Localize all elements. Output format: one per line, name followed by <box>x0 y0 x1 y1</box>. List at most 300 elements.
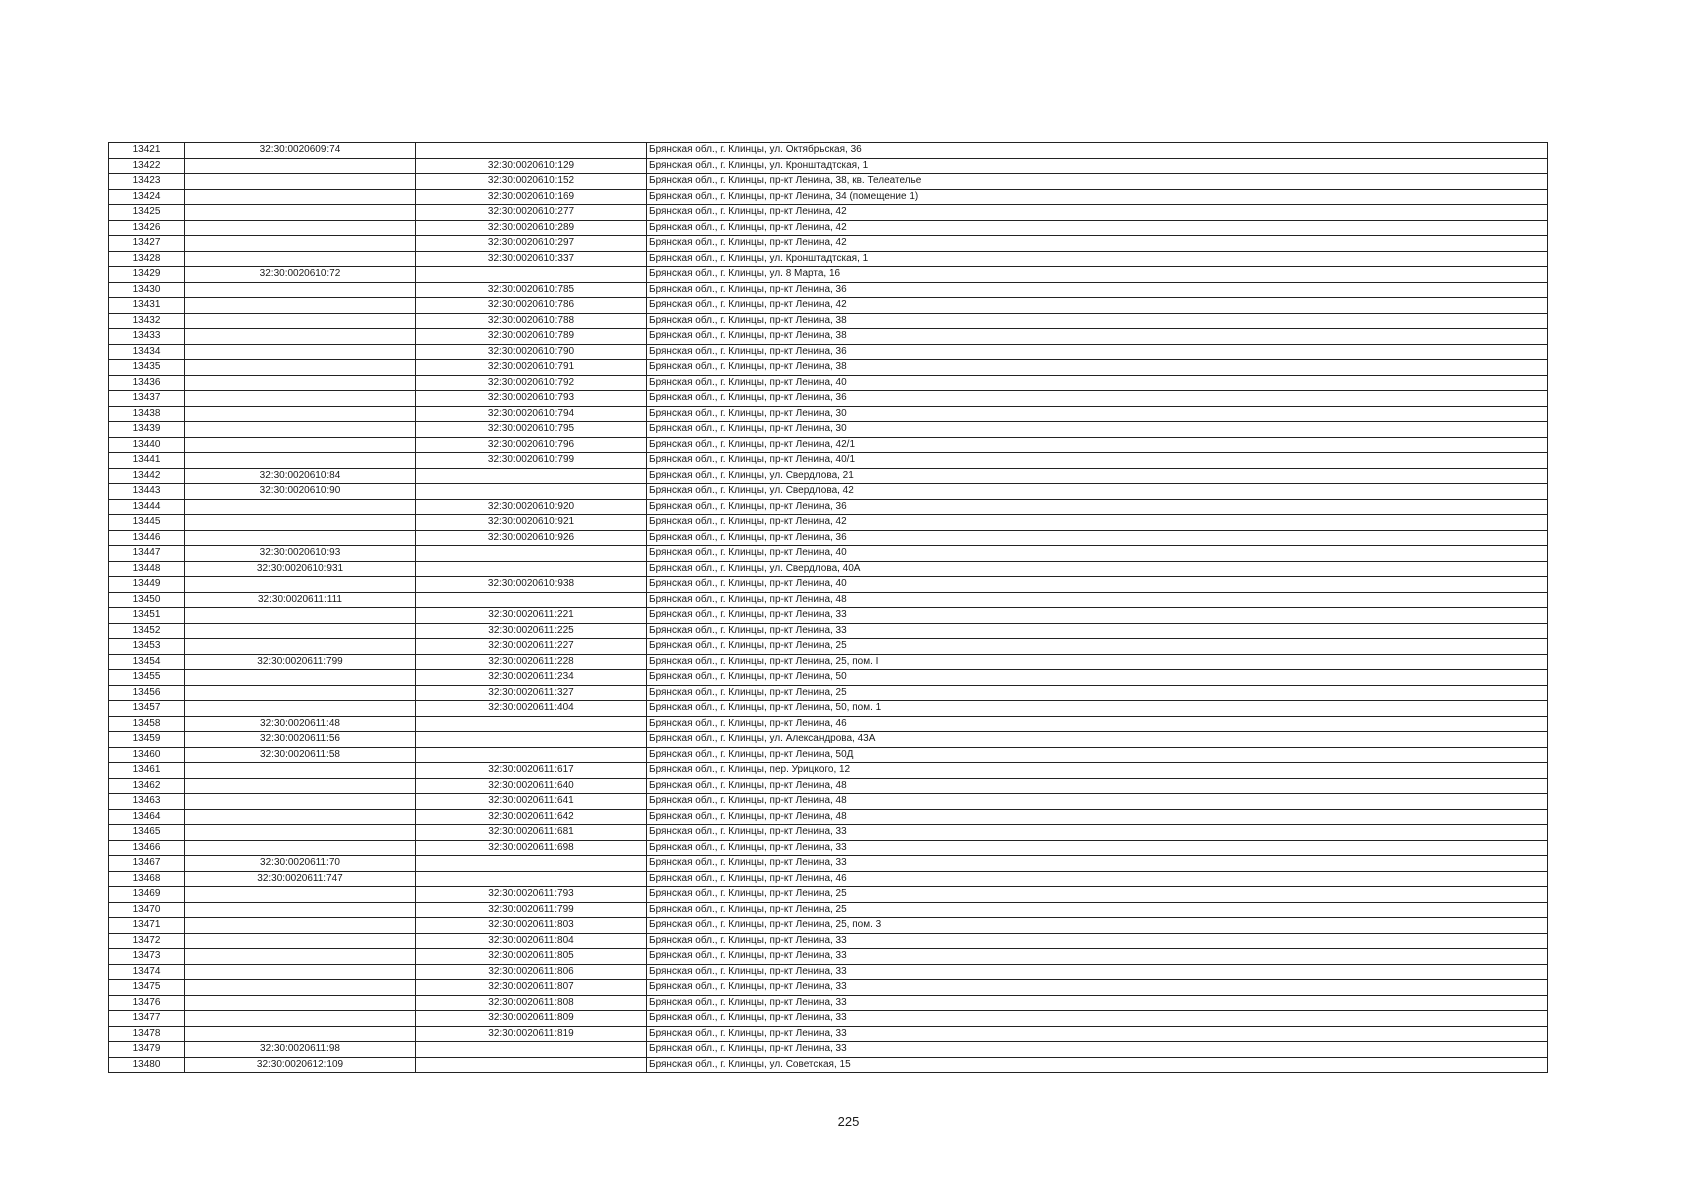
cell-parcel-cadastral-number <box>185 577 416 593</box>
cell-parcel-cadastral-number: 32:30:0020610:93 <box>185 546 416 562</box>
cell-address: Брянская обл., г. Клинцы, пр-кт Ленина, 33 <box>647 840 1548 856</box>
cell-record-number: 13461 <box>109 763 185 779</box>
cell-address: Брянская обл., г. Клинцы, пр-кт Ленина, 48 <box>647 809 1548 825</box>
cell-parcel-cadastral-number <box>185 701 416 717</box>
cell-object-cadastral-number: 32:30:0020611:809 <box>416 1011 647 1027</box>
cell-address: Брянская обл., г. Клинцы, пр-кт Ленина, 38 <box>647 360 1548 376</box>
table-row <box>109 778 1548 794</box>
cell-address: Брянская обл., г. Клинцы, пр-кт Ленина, 48 <box>647 592 1548 608</box>
cell-address: Брянская обл., г. Клинцы, пр-кт Ленина, 40 <box>647 577 1548 593</box>
cell-object-cadastral-number: 32:30:0020610:926 <box>416 530 647 546</box>
cell-address: Брянская обл., г. Клинцы, пр-кт Ленина, 50, пом. 1 <box>647 701 1548 717</box>
table-row <box>109 623 1548 639</box>
cell-parcel-cadastral-number <box>185 933 416 949</box>
cell-address: Брянская обл., г. Клинцы, пр-кт Ленина, 25, пом. I <box>647 654 1548 670</box>
cell-object-cadastral-number: 32:30:0020610:921 <box>416 515 647 531</box>
cell-object-cadastral-number: 32:30:0020610:297 <box>416 236 647 252</box>
table-row <box>109 236 1548 252</box>
cell-address: Брянская обл., г. Клинцы, пр-кт Ленина, 33 <box>647 608 1548 624</box>
table-row <box>109 360 1548 376</box>
cell-record-number: 13455 <box>109 670 185 686</box>
table-row <box>109 825 1548 841</box>
cell-object-cadastral-number <box>416 592 647 608</box>
cell-object-cadastral-number: 32:30:0020611:799 <box>416 902 647 918</box>
cell-parcel-cadastral-number <box>185 778 416 794</box>
cell-address: Брянская обл., г. Клинцы, пр-кт Ленина, 38 <box>647 313 1548 329</box>
cell-parcel-cadastral-number <box>185 391 416 407</box>
cell-record-number: 13430 <box>109 282 185 298</box>
table-row <box>109 220 1548 236</box>
cell-record-number: 13466 <box>109 840 185 856</box>
cell-parcel-cadastral-number <box>185 205 416 221</box>
cell-parcel-cadastral-number: 32:30:0020611:56 <box>185 732 416 748</box>
table-row <box>109 670 1548 686</box>
cell-object-cadastral-number: 32:30:0020610:795 <box>416 422 647 438</box>
cell-parcel-cadastral-number: 32:30:0020611:70 <box>185 856 416 872</box>
cell-record-number: 13439 <box>109 422 185 438</box>
cell-parcel-cadastral-number <box>185 964 416 980</box>
table-row <box>109 189 1548 205</box>
cell-address: Брянская обл., г. Клинцы, пр-кт Ленина, 25 <box>647 887 1548 903</box>
table-row <box>109 174 1548 190</box>
cell-object-cadastral-number: 32:30:0020610:337 <box>416 251 647 267</box>
table-row <box>109 546 1548 562</box>
cell-record-number: 13429 <box>109 267 185 283</box>
cell-parcel-cadastral-number: 32:30:0020610:931 <box>185 561 416 577</box>
table-row <box>109 1042 1548 1058</box>
cell-record-number: 13477 <box>109 1011 185 1027</box>
cell-record-number: 13437 <box>109 391 185 407</box>
cell-address: Брянская обл., г. Клинцы, пр-кт Ленина, 33 <box>647 933 1548 949</box>
cell-address: Брянская обл., г. Клинцы, пр-кт Ленина, 42 <box>647 205 1548 221</box>
cell-parcel-cadastral-number <box>185 220 416 236</box>
cell-record-number: 13443 <box>109 484 185 500</box>
cell-object-cadastral-number <box>416 484 647 500</box>
cell-record-number: 13479 <box>109 1042 185 1058</box>
cell-parcel-cadastral-number: 32:30:0020610:84 <box>185 468 416 484</box>
table-row <box>109 375 1548 391</box>
cell-address: Брянская обл., г. Клинцы, пр-кт Ленина, 33 <box>647 856 1548 872</box>
cell-record-number: 13460 <box>109 747 185 763</box>
cell-record-number: 13426 <box>109 220 185 236</box>
cell-address: Брянская обл., г. Клинцы, пр-кт Ленина, 48 <box>647 794 1548 810</box>
table-row <box>109 530 1548 546</box>
cell-object-cadastral-number <box>416 143 647 159</box>
cell-object-cadastral-number: 32:30:0020610:938 <box>416 577 647 593</box>
cell-record-number: 13467 <box>109 856 185 872</box>
cell-address: Брянская обл., г. Клинцы, пр-кт Ленина, 38, кв. Телеателье <box>647 174 1548 190</box>
table-row <box>109 685 1548 701</box>
cell-address: Брянская обл., г. Клинцы, пр-кт Ленина, 42 <box>647 220 1548 236</box>
table-row <box>109 809 1548 825</box>
cell-record-number: 13445 <box>109 515 185 531</box>
cell-object-cadastral-number <box>416 561 647 577</box>
table-row <box>109 515 1548 531</box>
cell-object-cadastral-number: 32:30:0020610:786 <box>416 298 647 314</box>
cell-address: Брянская обл., г. Клинцы, пр-кт Ленина, 30 <box>647 406 1548 422</box>
cell-object-cadastral-number: 32:30:0020611:806 <box>416 964 647 980</box>
cell-record-number: 13452 <box>109 623 185 639</box>
cell-record-number: 13448 <box>109 561 185 577</box>
table-row <box>109 453 1548 469</box>
cell-record-number: 13432 <box>109 313 185 329</box>
cell-object-cadastral-number: 32:30:0020611:805 <box>416 949 647 965</box>
cell-object-cadastral-number <box>416 546 647 562</box>
table-row <box>109 437 1548 453</box>
table-row <box>109 468 1548 484</box>
cell-record-number: 13480 <box>109 1057 185 1073</box>
cell-parcel-cadastral-number <box>185 422 416 438</box>
table-row <box>109 329 1548 345</box>
cell-address: Брянская обл., г. Клинцы, пр-кт Ленина, 36 <box>647 530 1548 546</box>
table-row <box>109 561 1548 577</box>
cell-object-cadastral-number <box>416 856 647 872</box>
cell-record-number: 13478 <box>109 1026 185 1042</box>
table-row <box>109 298 1548 314</box>
cell-record-number: 13475 <box>109 980 185 996</box>
cell-record-number: 13459 <box>109 732 185 748</box>
cell-address: Брянская обл., г. Клинцы, пр-кт Ленина, 33 <box>647 949 1548 965</box>
table-row <box>109 902 1548 918</box>
cell-parcel-cadastral-number <box>185 918 416 934</box>
cell-record-number: 13464 <box>109 809 185 825</box>
table-row <box>109 856 1548 872</box>
cell-address: Брянская обл., г. Клинцы, пер. Урицкого, 12 <box>647 763 1548 779</box>
cell-address: Брянская обл., г. Клинцы, пр-кт Ленина, 40/1 <box>647 453 1548 469</box>
cell-record-number: 13462 <box>109 778 185 794</box>
cell-object-cadastral-number <box>416 1042 647 1058</box>
cell-address: Брянская обл., г. Клинцы, пр-кт Ленина, 33 <box>647 825 1548 841</box>
cell-object-cadastral-number: 32:30:0020611:804 <box>416 933 647 949</box>
cell-object-cadastral-number: 32:30:0020610:789 <box>416 329 647 345</box>
cell-parcel-cadastral-number <box>185 639 416 655</box>
cell-record-number: 13441 <box>109 453 185 469</box>
table-row <box>109 871 1548 887</box>
cell-address: Брянская обл., г. Клинцы, пр-кт Ленина, 36 <box>647 344 1548 360</box>
table-row <box>109 406 1548 422</box>
table-row <box>109 918 1548 934</box>
table-row <box>109 205 1548 221</box>
cell-parcel-cadastral-number <box>185 174 416 190</box>
cell-object-cadastral-number: 32:30:0020610:790 <box>416 344 647 360</box>
cell-object-cadastral-number: 32:30:0020611:793 <box>416 887 647 903</box>
cell-object-cadastral-number: 32:30:0020610:169 <box>416 189 647 205</box>
table-row <box>109 995 1548 1011</box>
cell-object-cadastral-number: 32:30:0020611:681 <box>416 825 647 841</box>
cell-object-cadastral-number: 32:30:0020611:641 <box>416 794 647 810</box>
cell-object-cadastral-number: 32:30:0020611:327 <box>416 685 647 701</box>
cell-parcel-cadastral-number <box>185 670 416 686</box>
table-row <box>109 313 1548 329</box>
cell-parcel-cadastral-number: 32:30:0020611:747 <box>185 871 416 887</box>
cell-object-cadastral-number: 32:30:0020611:228 <box>416 654 647 670</box>
cell-record-number: 13468 <box>109 871 185 887</box>
cell-record-number: 13469 <box>109 887 185 903</box>
table-row <box>109 499 1548 515</box>
cell-record-number: 13442 <box>109 468 185 484</box>
cell-address: Брянская обл., г. Клинцы, пр-кт Ленина, 33 <box>647 980 1548 996</box>
cell-record-number: 13424 <box>109 189 185 205</box>
cell-address: Брянская обл., г. Клинцы, пр-кт Ленина, 50 <box>647 670 1548 686</box>
cell-address: Брянская обл., г. Клинцы, пр-кт Ленина, 33 <box>647 995 1548 1011</box>
cell-address: Брянская обл., г. Клинцы, пр-кт Ленина, 33 <box>647 964 1548 980</box>
cell-parcel-cadastral-number <box>185 251 416 267</box>
cell-address: Брянская обл., г. Клинцы, пр-кт Ленина, 42 <box>647 298 1548 314</box>
cell-object-cadastral-number: 32:30:0020611:617 <box>416 763 647 779</box>
cell-object-cadastral-number: 32:30:0020611:808 <box>416 995 647 1011</box>
cell-object-cadastral-number: 32:30:0020611:221 <box>416 608 647 624</box>
cell-parcel-cadastral-number <box>185 453 416 469</box>
table-row <box>109 158 1548 174</box>
cell-record-number: 13451 <box>109 608 185 624</box>
cell-object-cadastral-number: 32:30:0020610:785 <box>416 282 647 298</box>
cell-object-cadastral-number <box>416 468 647 484</box>
cell-parcel-cadastral-number: 32:30:0020611:58 <box>185 747 416 763</box>
cell-record-number: 13423 <box>109 174 185 190</box>
cell-parcel-cadastral-number <box>185 437 416 453</box>
cell-object-cadastral-number <box>416 1057 647 1073</box>
cell-address: Брянская обл., г. Клинцы, пр-кт Ленина, 33 <box>647 1042 1548 1058</box>
cell-parcel-cadastral-number <box>185 515 416 531</box>
cell-parcel-cadastral-number <box>185 995 416 1011</box>
cell-record-number: 13458 <box>109 716 185 732</box>
cell-record-number: 13435 <box>109 360 185 376</box>
registry-table-body <box>109 143 1548 1073</box>
table-row <box>109 933 1548 949</box>
table-row <box>109 143 1548 159</box>
cell-parcel-cadastral-number <box>185 902 416 918</box>
cell-address: Брянская обл., г. Клинцы, пр-кт Ленина, 48 <box>647 778 1548 794</box>
table-row <box>109 763 1548 779</box>
cell-address: Брянская обл., г. Клинцы, пр-кт Ленина, 36 <box>647 499 1548 515</box>
cell-record-number: 13457 <box>109 701 185 717</box>
cell-record-number: 13436 <box>109 375 185 391</box>
cell-object-cadastral-number: 32:30:0020610:792 <box>416 375 647 391</box>
cell-record-number: 13476 <box>109 995 185 1011</box>
cell-parcel-cadastral-number <box>185 158 416 174</box>
cell-address: Брянская обл., г. Клинцы, ул. Кронштадтская, 1 <box>647 158 1548 174</box>
cell-address: Брянская обл., г. Клинцы, ул. Октябрьская, 36 <box>647 143 1548 159</box>
cell-object-cadastral-number: 32:30:0020611:234 <box>416 670 647 686</box>
cell-parcel-cadastral-number <box>185 406 416 422</box>
cell-parcel-cadastral-number <box>185 236 416 252</box>
table-row <box>109 267 1548 283</box>
cell-parcel-cadastral-number <box>185 313 416 329</box>
cell-object-cadastral-number: 32:30:0020610:277 <box>416 205 647 221</box>
table-row <box>109 794 1548 810</box>
table-row <box>109 1011 1548 1027</box>
cell-record-number: 13434 <box>109 344 185 360</box>
cell-object-cadastral-number: 32:30:0020610:791 <box>416 360 647 376</box>
table-row <box>109 344 1548 360</box>
cell-record-number: 13433 <box>109 329 185 345</box>
cell-address: Брянская обл., г. Клинцы, пр-кт Ленина, 38 <box>647 329 1548 345</box>
table-row <box>109 1057 1548 1073</box>
cell-parcel-cadastral-number: 32:30:0020612:109 <box>185 1057 416 1073</box>
cell-record-number: 13447 <box>109 546 185 562</box>
cell-parcel-cadastral-number: 32:30:0020610:72 <box>185 267 416 283</box>
cell-address: Брянская обл., г. Клинцы, пр-кт Ленина, 42 <box>647 236 1548 252</box>
cell-address: Брянская обл., г. Клинцы, ул. Свердлова, 40А <box>647 561 1548 577</box>
table-row <box>109 422 1548 438</box>
cell-parcel-cadastral-number <box>185 794 416 810</box>
cell-record-number: 13470 <box>109 902 185 918</box>
cell-parcel-cadastral-number <box>185 763 416 779</box>
page-number: 225 <box>837 1114 860 1129</box>
cell-object-cadastral-number: 32:30:0020610:152 <box>416 174 647 190</box>
cell-parcel-cadastral-number <box>185 825 416 841</box>
cell-parcel-cadastral-number <box>185 375 416 391</box>
cell-address: Брянская обл., г. Клинцы, пр-кт Ленина, 36 <box>647 282 1548 298</box>
cell-address: Брянская обл., г. Клинцы, пр-кт Ленина, 33 <box>647 1026 1548 1042</box>
cell-parcel-cadastral-number: 32:30:0020611:48 <box>185 716 416 732</box>
cell-parcel-cadastral-number <box>185 685 416 701</box>
table-row <box>109 592 1548 608</box>
cell-object-cadastral-number: 32:30:0020610:793 <box>416 391 647 407</box>
cell-object-cadastral-number <box>416 871 647 887</box>
table-row <box>109 639 1548 655</box>
cell-record-number: 13421 <box>109 143 185 159</box>
cell-parcel-cadastral-number <box>185 360 416 376</box>
cell-object-cadastral-number <box>416 267 647 283</box>
cell-record-number: 13449 <box>109 577 185 593</box>
cell-parcel-cadastral-number <box>185 623 416 639</box>
cell-object-cadastral-number: 32:30:0020610:129 <box>416 158 647 174</box>
cell-object-cadastral-number: 32:30:0020611:807 <box>416 980 647 996</box>
cell-address: Брянская обл., г. Клинцы, пр-кт Ленина, 25 <box>647 902 1548 918</box>
cell-parcel-cadastral-number <box>185 282 416 298</box>
cell-record-number: 13446 <box>109 530 185 546</box>
cell-address: Брянская обл., г. Клинцы, ул. Александрова, 43А <box>647 732 1548 748</box>
cell-object-cadastral-number: 32:30:0020610:796 <box>416 437 647 453</box>
cell-object-cadastral-number: 32:30:0020611:698 <box>416 840 647 856</box>
cell-parcel-cadastral-number <box>185 499 416 515</box>
cell-record-number: 13450 <box>109 592 185 608</box>
cell-object-cadastral-number: 32:30:0020610:799 <box>416 453 647 469</box>
cell-record-number: 13425 <box>109 205 185 221</box>
cell-address: Брянская обл., г. Клинцы, пр-кт Ленина, 36 <box>647 391 1548 407</box>
table-row <box>109 964 1548 980</box>
table-row <box>109 747 1548 763</box>
cell-parcel-cadastral-number <box>185 809 416 825</box>
cell-object-cadastral-number: 32:30:0020610:289 <box>416 220 647 236</box>
cell-object-cadastral-number: 32:30:0020611:803 <box>416 918 647 934</box>
cell-address: Брянская обл., г. Клинцы, ул. Свердлова, 21 <box>647 468 1548 484</box>
cell-object-cadastral-number: 32:30:0020611:642 <box>416 809 647 825</box>
cell-address: Брянская обл., г. Клинцы, ул. Свердлова, 42 <box>647 484 1548 500</box>
cell-parcel-cadastral-number: 32:30:0020609:74 <box>185 143 416 159</box>
cell-record-number: 13465 <box>109 825 185 841</box>
table-row <box>109 840 1548 856</box>
cell-parcel-cadastral-number <box>185 530 416 546</box>
cell-object-cadastral-number: 32:30:0020611:640 <box>416 778 647 794</box>
registry-table <box>108 142 1548 1073</box>
table-row <box>109 949 1548 965</box>
cell-record-number: 13456 <box>109 685 185 701</box>
cell-address: Брянская обл., г. Клинцы, пр-кт Ленина, 42/1 <box>647 437 1548 453</box>
cell-parcel-cadastral-number <box>185 887 416 903</box>
cell-parcel-cadastral-number <box>185 344 416 360</box>
cell-address: Брянская обл., г. Клинцы, пр-кт Ленина, 33 <box>647 623 1548 639</box>
table-row <box>109 484 1548 500</box>
cell-object-cadastral-number: 32:30:0020611:819 <box>416 1026 647 1042</box>
cell-object-cadastral-number <box>416 716 647 732</box>
cell-parcel-cadastral-number: 32:30:0020611:111 <box>185 592 416 608</box>
cell-address: Брянская обл., г. Клинцы, пр-кт Ленина, 34 (помещение 1) <box>647 189 1548 205</box>
table-row <box>109 701 1548 717</box>
cell-parcel-cadastral-number <box>185 840 416 856</box>
table-row <box>109 887 1548 903</box>
table-row <box>109 608 1548 624</box>
cell-address: Брянская обл., г. Клинцы, пр-кт Ленина, 46 <box>647 716 1548 732</box>
cell-record-number: 13453 <box>109 639 185 655</box>
cell-address: Брянская обл., г. Клинцы, пр-кт Ленина, 25 <box>647 639 1548 655</box>
cell-address: Брянская обл., г. Клинцы, пр-кт Ленина, 25, пом. 3 <box>647 918 1548 934</box>
cell-record-number: 13444 <box>109 499 185 515</box>
cell-object-cadastral-number: 32:30:0020611:227 <box>416 639 647 655</box>
table-row <box>109 251 1548 267</box>
cell-parcel-cadastral-number <box>185 949 416 965</box>
table-row <box>109 654 1548 670</box>
cell-record-number: 13438 <box>109 406 185 422</box>
cell-address: Брянская обл., г. Клинцы, пр-кт Ленина, 33 <box>647 1011 1548 1027</box>
cell-object-cadastral-number: 32:30:0020610:788 <box>416 313 647 329</box>
table-row <box>109 282 1548 298</box>
cell-record-number: 13422 <box>109 158 185 174</box>
cell-record-number: 13427 <box>109 236 185 252</box>
cell-address: Брянская обл., г. Клинцы, пр-кт Ленина, 46 <box>647 871 1548 887</box>
cell-object-cadastral-number <box>416 732 647 748</box>
cell-address: Брянская обл., г. Клинцы, пр-кт Ленина, 42 <box>647 515 1548 531</box>
cell-parcel-cadastral-number <box>185 329 416 345</box>
cell-parcel-cadastral-number <box>185 1026 416 1042</box>
cell-parcel-cadastral-number <box>185 1011 416 1027</box>
cell-record-number: 13454 <box>109 654 185 670</box>
table-row <box>109 391 1548 407</box>
cell-object-cadastral-number: 32:30:0020611:404 <box>416 701 647 717</box>
cell-parcel-cadastral-number: 32:30:0020611:799 <box>185 654 416 670</box>
cell-record-number: 13474 <box>109 964 185 980</box>
cell-record-number: 13431 <box>109 298 185 314</box>
cell-parcel-cadastral-number <box>185 189 416 205</box>
cell-address: Брянская обл., г. Клинцы, пр-кт Ленина, 50Д <box>647 747 1548 763</box>
cell-parcel-cadastral-number: 32:30:0020611:98 <box>185 1042 416 1058</box>
table-row <box>109 732 1548 748</box>
cell-parcel-cadastral-number <box>185 298 416 314</box>
cell-parcel-cadastral-number <box>185 980 416 996</box>
cell-address: Брянская обл., г. Клинцы, пр-кт Ленина, 25 <box>647 685 1548 701</box>
cell-parcel-cadastral-number <box>185 608 416 624</box>
cell-record-number: 13463 <box>109 794 185 810</box>
cell-address: Брянская обл., г. Клинцы, ул. 8 Марта, 16 <box>647 267 1548 283</box>
cell-object-cadastral-number <box>416 747 647 763</box>
table-row <box>109 1026 1548 1042</box>
table-row <box>109 980 1548 996</box>
cell-object-cadastral-number: 32:30:0020610:794 <box>416 406 647 422</box>
cell-address: Брянская обл., г. Клинцы, ул. Кронштадтская, 1 <box>647 251 1548 267</box>
cell-address: Брянская обл., г. Клинцы, пр-кт Ленина, 40 <box>647 375 1548 391</box>
cell-address: Брянская обл., г. Клинцы, ул. Советская, 15 <box>647 1057 1548 1073</box>
cell-record-number: 13428 <box>109 251 185 267</box>
cell-record-number: 13471 <box>109 918 185 934</box>
cell-record-number: 13440 <box>109 437 185 453</box>
cell-address: Брянская обл., г. Клинцы, пр-кт Ленина, 30 <box>647 422 1548 438</box>
cell-address: Брянская обл., г. Клинцы, пр-кт Ленина, 40 <box>647 546 1548 562</box>
table-row <box>109 577 1548 593</box>
cell-record-number: 13473 <box>109 949 185 965</box>
cell-record-number: 13472 <box>109 933 185 949</box>
cell-object-cadastral-number: 32:30:0020611:225 <box>416 623 647 639</box>
